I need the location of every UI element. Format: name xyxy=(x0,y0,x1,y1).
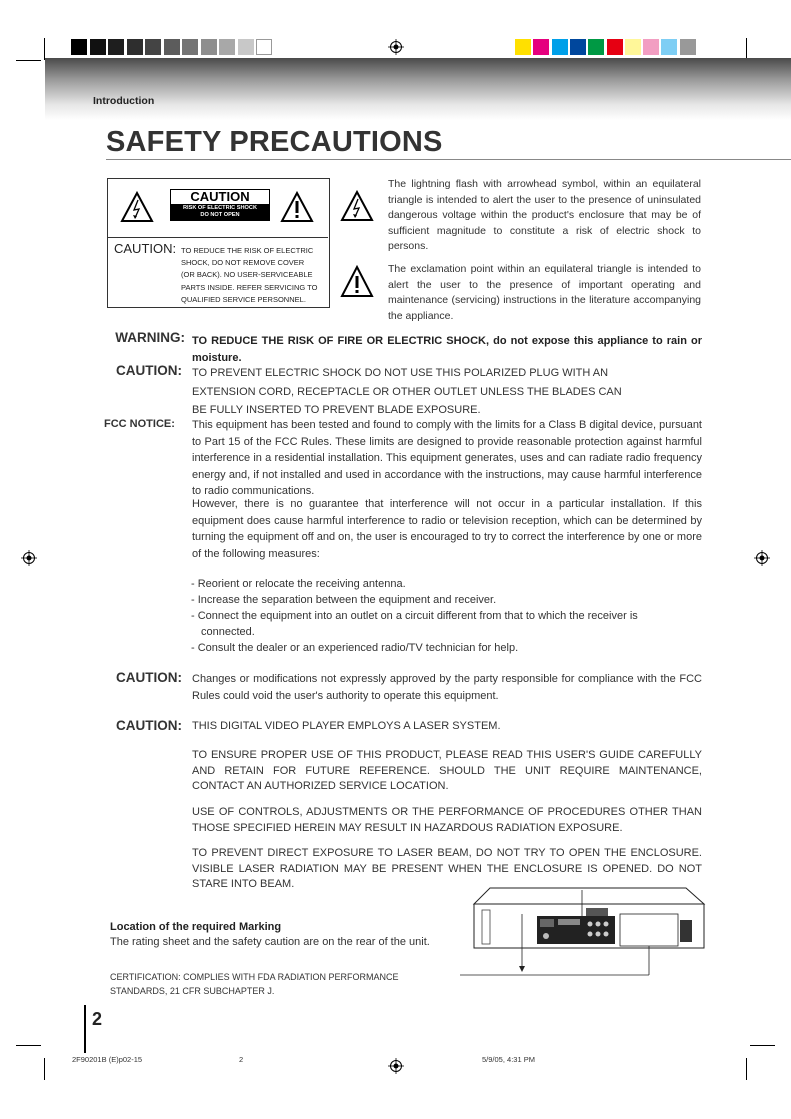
caution-changes-text: Changes or modifications not expressly approved by the party responsible for compliance with the FCC Rules could void the user's authority to operate this equipment. xyxy=(192,673,702,702)
crop-mark xyxy=(16,60,41,61)
crop-mark xyxy=(750,1045,775,1046)
color-swatch xyxy=(533,39,549,55)
fcc-measures-list xyxy=(191,576,691,656)
laser-paragraph-1: TO ENSURE PROPER USE OF THIS PRODUCT, PLEASE READ THIS USER'S GUIDE CAREFULLY AND RETAIN FOR FUTURE REFERENCE. SHOULD THE UNIT REQUIRE MAINTENANCE, CONTACT AN AUTHORIZED SERVICE LOCATION. xyxy=(192,749,702,792)
exclamation-triangle-icon xyxy=(340,265,374,299)
marking-location-title: Location of the required Marking xyxy=(110,921,282,933)
lightning-triangle-icon xyxy=(340,190,374,222)
device-rear-illustration xyxy=(460,880,710,990)
caution-label: CAUTION: xyxy=(116,718,182,733)
caution-box-label: CAUTION: xyxy=(114,241,177,256)
title-rule xyxy=(106,159,791,160)
caution-badge-title: CAUTION xyxy=(171,190,269,204)
gray-swatch xyxy=(238,39,254,55)
gray-swatch xyxy=(108,39,124,55)
list-item: - Increase the separation between the equipment and receiver. xyxy=(191,594,497,606)
crop-mark xyxy=(746,38,747,60)
exclamation-symbol-description: The exclamation point within an equilateral triangle is intended to alert the user to the presence of important operating and maintenance (servicing) instructions in the literature accompanying the appliance. xyxy=(388,263,701,322)
list-item: - Consult the dealer or an experienced radio/TV technician for help. xyxy=(191,642,519,654)
caution-plug-line: BE FULLY INSERTED TO PREVENT BLADE EXPOSURE. xyxy=(192,404,481,416)
gray-swatch xyxy=(90,39,106,55)
registration-mark-icon xyxy=(754,550,770,566)
caution-plug-text xyxy=(192,364,702,420)
color-swatch xyxy=(680,39,696,55)
color-swatch xyxy=(625,39,641,55)
page-number-bar xyxy=(84,1005,86,1053)
color-swatch xyxy=(552,39,568,55)
color-swatch xyxy=(588,39,604,55)
gray-swatch xyxy=(219,39,235,55)
caution-box-divider xyxy=(108,237,328,238)
gray-swatch xyxy=(127,39,143,55)
list-item: - Reorient or relocate the receiving antenna. xyxy=(191,578,406,590)
caution-box-line: QUALIFIED SERVICE PERSONNEL. xyxy=(181,294,306,304)
caution-label-box xyxy=(107,178,330,308)
header-band xyxy=(45,58,791,120)
lightning-symbol-description: The lightning flash with arrowhead symbol, within an equilateral triangle is intended to alert the user to the presence of uninsulated dangerous voltage within the product's enclosure that may be of sufficient magnitude to constitute a risk of electric shock to persons. xyxy=(388,178,701,252)
caution-badge xyxy=(170,189,270,221)
marking-location-text: The rating sheet and the safety caution are on the rear of the unit. xyxy=(110,936,430,948)
fcc-notice-label: FCC NOTICE: xyxy=(104,418,175,430)
laser-system-line: THIS DIGITAL VIDEO PLAYER EMPLOYS A LASER SYSTEM. xyxy=(192,720,501,732)
caution-label: CAUTION: xyxy=(116,363,182,378)
section-label: Introduction xyxy=(93,95,155,107)
warning-label: WARNING: xyxy=(115,330,185,345)
gray-swatch xyxy=(164,39,180,55)
lightning-triangle-icon xyxy=(120,191,154,223)
color-swatch xyxy=(515,39,531,55)
fcc-paragraph-1: This equipment has been tested and found to comply with the limits for a Class B digital device, pursuant to Part 15 of the FCC Rules. These limits are designed to provide reasonable protection against harmful interference in a residential installation. This equipment generates, uses and can radiate radio frequency energy and, if not installed and used in accordance with the instructions, may cause harmful interference to radio communications. xyxy=(192,419,702,497)
caution-plug-line: EXTENSION CORD, RECEPTACLE OR OTHER OUTLET UNLESS THE BLADES CAN xyxy=(192,385,622,398)
gray-swatch xyxy=(145,39,161,55)
registration-mark-icon xyxy=(388,39,404,55)
color-swatch xyxy=(607,39,623,55)
footer-file-name: 2F90201B (E)p02-15 xyxy=(72,1055,143,1064)
registration-mark-icon xyxy=(388,1058,404,1074)
laser-paragraph-2: USE OF CONTROLS, ADJUSTMENTS OR THE PERFORMANCE OF PROCEDURES OTHER THAN THOSE SPECIFIED HEREIN MAY RESULT IN HAZARDOUS RADIATION EXPOSURE. xyxy=(192,806,702,834)
crop-mark xyxy=(44,1058,45,1080)
warning-text: TO REDUCE THE RISK OF FIRE OR ELECTRIC SHOCK, do not expose this appliance to rain or moisture. xyxy=(192,335,702,364)
caution-box-line: TO REDUCE THE RISK OF ELECTRIC xyxy=(181,246,314,255)
caution-box-line: SHOCK, DO NOT REMOVE COVER xyxy=(181,258,305,268)
gray-swatch xyxy=(71,39,87,55)
crop-mark xyxy=(16,1045,41,1046)
page-title: SAFETY PRECAUTIONS xyxy=(106,126,443,158)
certification-text xyxy=(110,970,460,998)
exclamation-triangle-icon xyxy=(280,191,314,223)
gray-swatch xyxy=(182,39,198,55)
page-number: 2 xyxy=(92,1009,103,1029)
crop-mark xyxy=(746,1058,747,1080)
caution-box-line: (OR BACK). NO USER-SERVICEABLE xyxy=(181,270,313,280)
color-swatch xyxy=(661,39,677,55)
caution-label: CAUTION: xyxy=(116,670,182,685)
caution-plug-line: TO PREVENT ELECTRIC SHOCK DO NOT USE THIS POLARIZED PLUG WITH AN xyxy=(192,367,609,379)
registration-mark-icon xyxy=(21,550,37,566)
gray-swatch xyxy=(201,39,217,55)
crop-mark xyxy=(44,38,45,60)
footer-date: 5/9/05, 4:31 PM xyxy=(482,1055,535,1064)
caution-box-text xyxy=(181,245,329,306)
caution-badge-line: RISK OF ELECTRIC SHOCK xyxy=(183,205,257,211)
fcc-paragraph-2: However, there is no guarantee that interference will not occur in a particular installation. If this equipment does cause harmful interference to radio or television reception, which can be determined by turning the equipment off and on, the user is encouraged to try to correct the interference by one or more of the following measures: xyxy=(192,498,702,560)
laser-paragraph-3: TO PREVENT DIRECT EXPOSURE TO LASER BEAM, DO NOT TRY TO OPEN THE ENCLOSURE. VISIBLE LASER RADIATION MAY BE PRESENT WHEN THE ENCLOSURE IS OPENED. DO NOT STARE INTO BEAM. xyxy=(192,847,702,890)
color-swatch xyxy=(643,39,659,55)
certification-line: STANDARDS, 21 CFR SUBCHAPTER J. xyxy=(110,986,275,996)
certification-line: CERTIFICATION: COMPLIES WITH FDA RADIATION PERFORMANCE xyxy=(110,972,399,982)
list-item: - Connect the equipment into an outlet on a circuit different from that to which the receiver is connected. xyxy=(191,610,638,638)
footer-page: 2 xyxy=(239,1055,244,1064)
color-swatch xyxy=(570,39,586,55)
caution-badge-line: DO NOT OPEN xyxy=(200,212,240,218)
caution-box-line: PARTS INSIDE. REFER SERVICING TO xyxy=(181,282,318,292)
gray-swatch xyxy=(256,39,272,55)
